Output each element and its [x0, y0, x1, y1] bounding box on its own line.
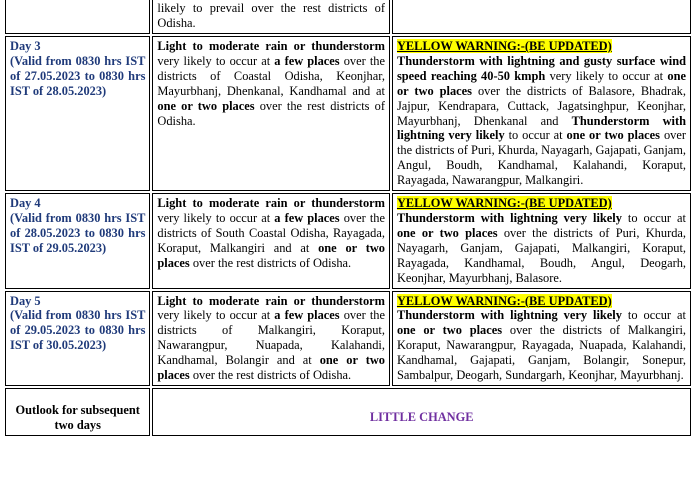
- forecast-document: [3, 0, 693, 438]
- rain-forecast-cell: [152, 193, 390, 288]
- rain-text: very likely to occur at: [157, 53, 275, 68]
- rain-emphasis: one or two places: [157, 353, 385, 383]
- rain-text: over the rest districts of Odisha.: [189, 368, 352, 383]
- warning-emphasis: one or two places: [396, 68, 686, 98]
- table-row: [5, 193, 691, 288]
- yellow-warning-badge: YELLOW WARNING:-(BE UPDATED): [396, 293, 612, 308]
- rain-heading: Light to moderate rain or thunderstorm: [157, 293, 385, 308]
- outlook-label: Outlook for subsequent two days: [5, 388, 150, 436]
- day-cell: [5, 291, 150, 386]
- warning-text: over the districts of Malkangiri, Koraput, Nawarangpur, Rayagada, Nuapada, Kalahandi, Kandhamal, Gajapati, Ganjam, Bolangir, Sonepur, Sambalpur, Deogarh, Sundargarh, Keonjhar, Mayurbhanj.: [396, 323, 686, 383]
- day-label: Day 4: [10, 196, 41, 211]
- rain-text: over the rest districts of Odisha.: [189, 255, 352, 270]
- warning-cell: [392, 36, 691, 191]
- warning-emphasis: Thunderstorm with lightning very likely: [396, 210, 622, 225]
- prev-rain-cell: [152, 0, 390, 34]
- validity-text: (Valid from 0830 hrs IST of 28.05.2023 to 0830 hrs IST of 29.05.2023): [10, 210, 146, 255]
- day-label: Day 3: [10, 39, 41, 53]
- outlook-value: LITTLE CHANGE: [152, 388, 691, 436]
- warning-text: to occur at: [621, 210, 686, 225]
- rain-emphasis: one or two places: [157, 240, 385, 270]
- table-row-previous: [5, 0, 691, 34]
- warning-cell: [392, 291, 691, 386]
- rain-text: over the rest districts of Odisha.: [157, 98, 385, 128]
- rain-emphasis: a few places: [274, 308, 340, 323]
- forecast-table: [3, 0, 693, 438]
- rain-forecast-cell: [152, 291, 390, 386]
- rain-heading: Light to moderate rain or thunderstorm: [157, 196, 385, 211]
- prev-warning-cell: [392, 0, 691, 34]
- rain-text: over the districts of Malkangiri, Koraput, Nawarangpur, Nuapada, Kalahandi, Kandhamal, Bolangir and at: [157, 308, 385, 368]
- table-row: [5, 291, 691, 386]
- warning-emphasis: Thunderstorm with lightning very likely: [396, 113, 686, 143]
- rain-emphasis: one or two places: [157, 98, 255, 113]
- rain-text: very likely to occur at: [157, 210, 275, 225]
- warning-text: to occur at: [504, 128, 567, 143]
- table-row: [5, 36, 691, 191]
- warning-emphasis: one or two places: [396, 323, 503, 338]
- rain-emphasis: a few places: [274, 53, 340, 68]
- day-cell: [5, 193, 150, 288]
- prev-day-cell: [5, 0, 150, 34]
- rain-forecast-cell: [152, 36, 390, 191]
- outlook-row: [5, 388, 691, 436]
- rain-emphasis: a few places: [274, 210, 340, 225]
- rain-text: over the districts of Coastal Odisha, Keonjhar, Mayurbhanj, Dhenkanal, Kandhamal and at: [157, 53, 385, 98]
- yellow-warning-badge: YELLOW WARNING:-(BE UPDATED): [396, 39, 612, 53]
- rain-text: very likely to occur at: [157, 308, 275, 323]
- warning-text: over the districts of Puri, Khurda, Nayagarh, Ganjam, Gajapati, Malkangiri, Koraput, Rayagada, Kandhamal, Boudh, Angul, Deogarh, Keonjhar, Mayurbhanj, Balasore.: [396, 225, 686, 285]
- day-cell: [5, 36, 150, 191]
- warning-cell: [392, 193, 691, 288]
- validity-text: (Valid from 0830 hrs IST of 29.05.2023 to 0830 hrs IST of 30.05.2023): [10, 308, 146, 353]
- warning-text: over the districts of Puri, Khurda, Nayagarh, Gajapati, Ganjam, Angul, Boudh, Kandhamal, Kalahandi, Koraput, Rayagada, Nawarangpur, Malkangiri.: [396, 128, 687, 188]
- warning-text: very likely to occur at: [545, 68, 668, 83]
- day-label: Day 5: [10, 293, 41, 308]
- warning-text: to occur at: [621, 308, 686, 323]
- warning-emphasis: Thunderstorm with lightning and gusty surface wind speed reaching 40-50 kmph: [396, 53, 686, 83]
- rain-heading: Light to moderate rain or thunderstorm: [157, 39, 385, 53]
- validity-text: (Valid from 0830 hrs IST of 27.05.2023 to 0830 hrs IST of 28.05.2023): [10, 53, 146, 98]
- prev-rain-text: likely to prevail over the rest districts of Odisha.: [157, 1, 385, 30]
- warning-emphasis: one or two places: [566, 128, 661, 143]
- yellow-warning-badge: YELLOW WARNING:-(BE UPDATED): [396, 196, 612, 211]
- warning-emphasis: Thunderstorm with lightning very likely: [396, 308, 622, 323]
- warning-emphasis: one or two places: [396, 225, 498, 240]
- rain-text: over the districts of South Coastal Odisha, Rayagada, Koraput, Malkangiri and at: [157, 210, 385, 255]
- warning-text: over the districts of Balasore, Bhadrak, Jajpur, Kendrapara, Cuttack, Jagatsinghpur, Keonjhar, Mayurbhanj, Dhenkanal and: [396, 83, 686, 128]
